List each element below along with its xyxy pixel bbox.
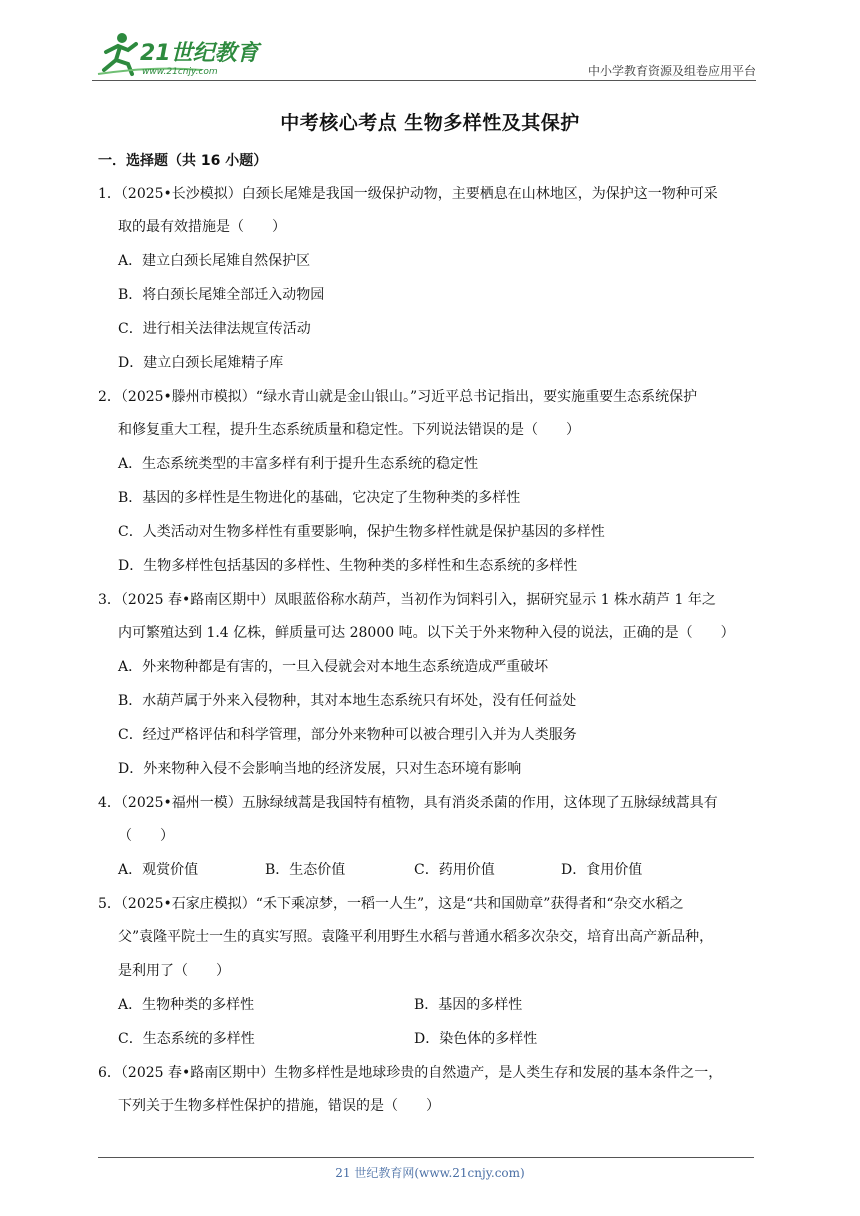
option-c: C．生态系统的多样性 — [118, 1031, 255, 1047]
option-c: C．经过严格评估和科学管理，部分外来物种可以被合理引入并为人类服务 — [118, 727, 577, 743]
platform-name: 中小学教育资源及组卷应用平台 — [587, 64, 756, 78]
question-text-line: 5．（2025•石家庄模拟）“禾下乘凉梦，一稻一人生”，这是“共和国勋章”获得者和“杂交水稻之 — [98, 896, 684, 912]
option-a: A．外来物种都是有害的，一旦入侵就会对本地生态系统造成严重破坏 — [118, 659, 549, 675]
question-text-line: 和修复重大工程，提升生态系统质量和稳定性。下列说法错误的是（ ） — [118, 422, 580, 438]
svg-text:21世纪教育: 21世纪教育 — [140, 41, 259, 66]
option-d: D．建立白颈长尾雉精子库 — [118, 355, 284, 371]
question-text-line: 6．（2025 春•路南区期中）生物多样性是地球珍贵的自然遗产，是人类生存和发展的基本条件之一， — [98, 1065, 723, 1081]
option-c: C．进行相关法律法规宣传活动 — [118, 321, 311, 337]
option-b: B．水葫芦属于外来入侵物种，其对本地生态系统只有坏处，没有任何益处 — [118, 693, 577, 709]
option-b: B．基因的多样性是生物进化的基础，它决定了生物种类的多样性 — [118, 490, 521, 506]
page-title: 中考核心考点 生物多样性及其保护 — [280, 112, 580, 134]
question-text-line: 1．（2025•长沙模拟）白颈长尾雉是我国一级保护动物，主要栖息在山林地区，为保护这一物种可采 — [98, 186, 718, 202]
option-a: A．建立白颈长尾雉自然保护区 — [118, 253, 311, 269]
option-d: D．食用价值 — [561, 862, 643, 878]
question-text-line: 3．（2025 春•路南区期中）凤眼蓝俗称水葫芦，当初作为饲料引入，据研究显示 1 株水葫芦 1 年之 — [98, 592, 716, 608]
option-b: B．基因的多样性 — [414, 997, 523, 1013]
option-a: A．生物种类的多样性 — [118, 997, 255, 1013]
section-heading: 一．选择题（共 16 小题） — [98, 153, 268, 169]
option-b: B．将白颈长尾雉全部迁入动物园 — [118, 287, 325, 303]
page-header — [92, 30, 756, 80]
question-text-line: 父”袁隆平院士一生的真实写照。袁隆平利用野生水稻与普通水稻多次杂交，培育出高产新品种， — [118, 929, 714, 945]
option-d: D．外来物种入侵不会影响当地的经济发展，只对生态环境有影响 — [118, 761, 522, 777]
question-text-line: （ ） — [118, 828, 174, 844]
option-a: A．生态系统类型的丰富多样有利于提升生态系统的稳定性 — [118, 456, 479, 472]
question-text-line: 4．（2025•福州一模）五脉绿绒蒿是我国特有植物，具有消炎杀菌的作用，这体现了五脉绿绒蒿具有 — [98, 795, 718, 811]
question-text-line: 是利用了（ ） — [118, 963, 230, 979]
option-c: C．药用价值 — [414, 862, 495, 878]
option-d: D．生物多样性包括基因的多样性、生物种类的多样性和生态系统的多样性 — [118, 558, 578, 574]
footer-source[interactable]: 21 世纪教育网(www.21cnjy.com) — [335, 1166, 525, 1180]
header-divider — [92, 80, 756, 81]
question-text-line: 下列关于生物多样性保护的措施，错误的是（ ） — [118, 1098, 440, 1114]
footer-divider — [98, 1157, 754, 1158]
question-text-line: 内可繁殖达到 1.4 亿株，鲜质量可达 28000 吨。以下关于外来物种入侵的说法，正确的是（ ） — [118, 625, 735, 641]
question-text-line: 2．（2025•滕州市模拟）“绿水青山就是金山银山。”习近平总书记指出，要实施重要生态系统保护 — [98, 389, 698, 405]
option-d: D．染色体的多样性 — [414, 1031, 538, 1047]
site-logo — [92, 30, 262, 80]
question-text-line: 取的最有效措施是（ ） — [118, 219, 286, 235]
svg-text:www.21cnjy.com: www.21cnjy.com — [142, 67, 218, 77]
option-a: A．观赏价值 — [118, 862, 199, 878]
option-c: C．人类活动对生物多样性有重要影响，保护生物多样性就是保护基因的多样性 — [118, 524, 605, 540]
option-b: B．生态价值 — [265, 862, 346, 878]
